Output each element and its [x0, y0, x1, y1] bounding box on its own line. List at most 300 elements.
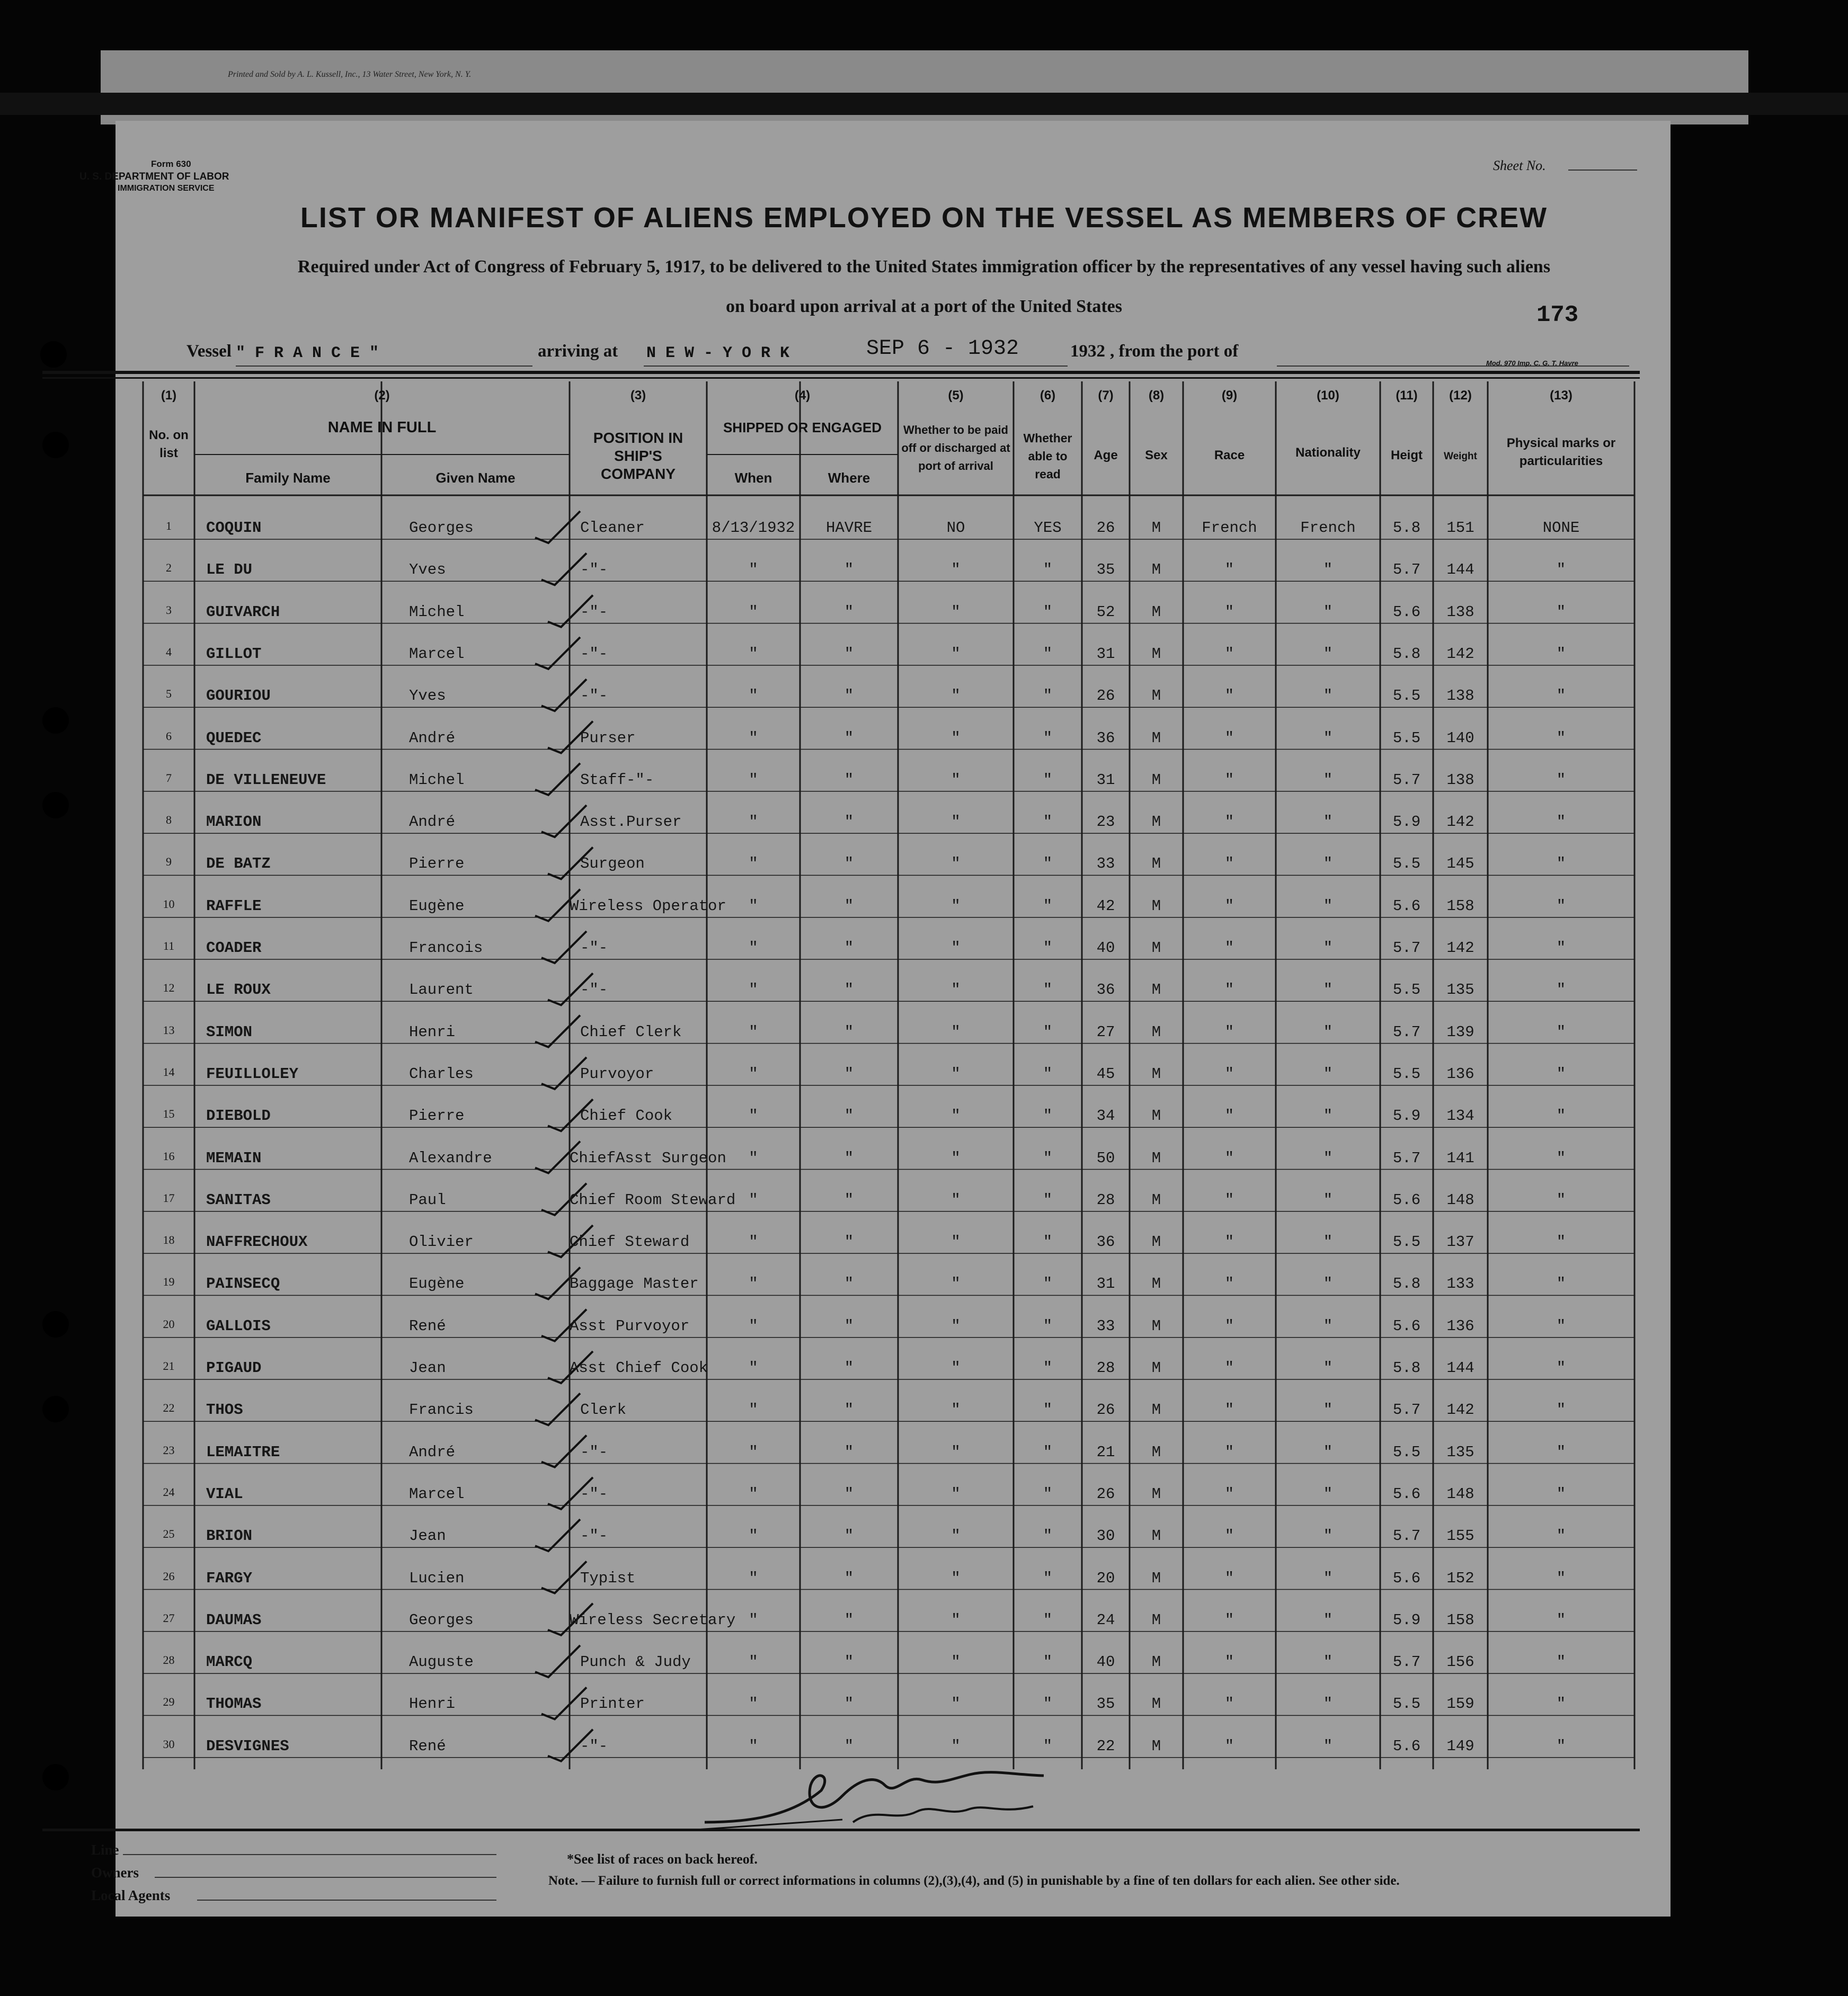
cell-no: 9: [166, 855, 172, 869]
cell-sex: M: [1151, 1275, 1161, 1293]
cell-height: 5.6: [1392, 1317, 1421, 1335]
cell-no: 13: [163, 1023, 175, 1037]
page-number: 173: [1536, 302, 1579, 328]
cell-marks: ": [1556, 1107, 1566, 1125]
cell-nat: ": [1323, 981, 1333, 999]
cell-sex: M: [1151, 1107, 1161, 1125]
cell-race: ": [1224, 1233, 1234, 1251]
cell-read: ": [1043, 1695, 1053, 1713]
cell-race: ": [1224, 1191, 1234, 1209]
cell-where: ": [844, 981, 854, 999]
cell-read: ": [1043, 897, 1053, 915]
cell-given: Laurent: [409, 981, 474, 999]
cell-family: DE VILLENEUVE: [206, 771, 326, 789]
col-12-number: (12): [1449, 388, 1472, 403]
col-3-number: (3): [630, 388, 646, 403]
cell-when: ": [749, 1317, 758, 1335]
cell-sex: M: [1151, 1149, 1161, 1167]
cell-family: THOMAS: [206, 1695, 262, 1713]
cell-nat: ": [1323, 1149, 1333, 1167]
cell-age: 27: [1096, 1023, 1115, 1041]
cell-paid: ": [951, 771, 961, 789]
cell-nat: ": [1323, 561, 1333, 579]
cell-sex: M: [1151, 1023, 1161, 1041]
cell-marks: ": [1556, 1443, 1566, 1461]
cell-read: ": [1043, 729, 1053, 747]
cell-family: DESVIGNES: [206, 1737, 289, 1755]
cell-where: ": [844, 1359, 854, 1377]
cell-nat: ": [1323, 1737, 1333, 1755]
cell-nat: ": [1323, 1443, 1333, 1461]
cell-given: Olivier: [409, 1233, 474, 1251]
cell-given: Jean: [409, 1527, 446, 1545]
cell-paid: ": [951, 981, 961, 999]
cell-when: ": [749, 1485, 758, 1503]
cell-age: 50: [1096, 1149, 1115, 1167]
owners-field: [155, 1877, 496, 1878]
cell-given: Jean: [409, 1359, 446, 1377]
inspector-signature: [683, 1743, 1065, 1838]
cell-position: Purvoyor: [580, 1065, 654, 1083]
cell-read: ": [1043, 1611, 1053, 1629]
cell-position: Punch & Judy: [580, 1653, 691, 1671]
form-subtitle-2: on board upon arrival at a port of the United States: [725, 297, 1123, 316]
cell-race: ": [1224, 771, 1234, 789]
cell-weight: 155: [1446, 1527, 1474, 1545]
cell-height: 5.5: [1392, 1065, 1421, 1083]
cell-family: FARGY: [206, 1569, 253, 1587]
cell-sex: M: [1151, 1317, 1161, 1335]
cell-height: 5.9: [1392, 1611, 1421, 1629]
cell-sex: M: [1151, 981, 1161, 999]
col-7-number: (7): [1098, 388, 1114, 403]
cell-weight: 159: [1446, 1695, 1474, 1713]
cell-when: ": [749, 1443, 758, 1461]
cell-read: ": [1043, 771, 1053, 789]
cell-position: -"-: [580, 687, 608, 705]
cell-height: 5.6: [1392, 1191, 1421, 1209]
cell-height: 5.8: [1392, 1275, 1421, 1293]
cell-sex: M: [1151, 771, 1161, 789]
cell-marks: ": [1556, 1065, 1566, 1083]
arriving-label: arriving at: [538, 342, 618, 361]
cell-no: 11: [163, 939, 175, 952]
cell-position: Staff-"-: [580, 771, 654, 789]
cell-position: -"-: [580, 1443, 608, 1461]
cell-no: 30: [163, 1737, 175, 1751]
cell-paid: ": [951, 1611, 961, 1629]
cell-when: ": [749, 1569, 758, 1587]
col-8-number: (8): [1148, 388, 1165, 403]
cell-where: ": [844, 1653, 854, 1671]
cell-position: Asst Purvoyor: [570, 1317, 690, 1335]
cell-no: 10: [163, 897, 175, 911]
cell-given: René: [409, 1737, 446, 1755]
cell-family: BRION: [206, 1527, 253, 1545]
cell-marks: ": [1556, 603, 1566, 621]
cell-paid: NO: [946, 519, 965, 537]
cell-when: ": [749, 687, 758, 705]
cell-when: ": [749, 1107, 758, 1125]
cell-position: -"-: [580, 603, 608, 621]
cell-where: ": [844, 1191, 854, 1209]
cell-no: 3: [166, 603, 172, 617]
cell-no: 12: [163, 981, 175, 995]
cell-paid: ": [951, 939, 961, 957]
cell-height: 5.5: [1392, 1443, 1421, 1461]
cell-family: PAINSECQ: [206, 1275, 280, 1293]
form-title: LIST OR MANIFEST OF ALIENS EMPLOYED ON THE VESSEL AS MEMBERS OF CREW: [300, 202, 1548, 234]
cell-age: 31: [1096, 645, 1115, 663]
cell-nat: ": [1323, 1107, 1333, 1125]
cell-weight: 138: [1446, 603, 1474, 621]
cell-sex: M: [1151, 729, 1161, 747]
cell-paid: ": [951, 1023, 961, 1041]
cell-family: VIAL: [206, 1485, 243, 1503]
cell-when: ": [749, 729, 758, 747]
cell-read: ": [1043, 813, 1053, 831]
cell-sex: M: [1151, 1569, 1161, 1587]
cell-read: ": [1043, 1065, 1053, 1083]
cell-position: Printer: [580, 1695, 645, 1713]
arrival-year: 1932: [1070, 342, 1105, 361]
cell-marks: ": [1556, 687, 1566, 705]
cell-no: 25: [163, 1527, 175, 1541]
cell-family: LE ROUX: [206, 981, 271, 999]
cell-read: ": [1043, 561, 1053, 579]
cell-read: ": [1043, 855, 1053, 873]
cell-paid: ": [951, 1401, 961, 1419]
cell-nat: ": [1323, 1527, 1333, 1545]
cell-no: 14: [163, 1065, 175, 1079]
cell-paid: ": [951, 1653, 961, 1671]
cell-position: Chief Room Steward: [570, 1191, 736, 1209]
cell-given: Alexandre: [409, 1149, 492, 1167]
cell-age: 35: [1096, 1695, 1115, 1713]
cell-marks: ": [1556, 1611, 1566, 1629]
cell-position: -"-: [580, 939, 608, 957]
cell-weight: 134: [1446, 1107, 1474, 1125]
cell-paid: ": [951, 561, 961, 579]
cell-sex: M: [1151, 1191, 1161, 1209]
cell-family: LEMAITRE: [206, 1443, 280, 1461]
cell-race: ": [1224, 1695, 1234, 1713]
cell-given: Marcel: [409, 645, 465, 663]
cell-age: 26: [1096, 687, 1115, 705]
cell-sex: M: [1151, 1653, 1161, 1671]
cell-no: 4: [166, 645, 172, 658]
cell-nat: ": [1323, 1191, 1333, 1209]
cell-height: 5.8: [1392, 645, 1421, 663]
cell-marks: ": [1556, 855, 1566, 873]
cell-no: 26: [163, 1569, 175, 1583]
cell-sex: M: [1151, 1233, 1161, 1251]
cell-age: 26: [1096, 1485, 1115, 1503]
cell-family: MARCQ: [206, 1653, 253, 1671]
cell-race: ": [1224, 1737, 1234, 1755]
cell-read: ": [1043, 1023, 1053, 1041]
cell-sex: M: [1151, 1359, 1161, 1377]
cell-marks: ": [1556, 771, 1566, 789]
cell-no: 7: [166, 771, 172, 785]
cell-family: LE DU: [206, 561, 253, 579]
cell-height: 5.7: [1392, 1149, 1421, 1167]
cell-when: ": [749, 1023, 758, 1041]
cell-no: 22: [163, 1401, 175, 1415]
cell-given: Henri: [409, 1023, 456, 1041]
cell-age: 28: [1096, 1359, 1115, 1377]
cell-height: 5.5: [1392, 1695, 1421, 1713]
cell-marks: ": [1556, 897, 1566, 915]
cell-where: ": [844, 897, 854, 915]
cell-given: Pierre: [409, 1107, 465, 1125]
cell-age: 34: [1096, 1107, 1115, 1125]
cell-position: Chief Cook: [580, 1107, 673, 1125]
cell-weight: 142: [1446, 645, 1474, 663]
cell-race: ": [1224, 897, 1234, 915]
cell-when: ": [749, 645, 758, 663]
service-name: IMMIGRATION SERVICE: [118, 184, 215, 193]
cell-where: ": [844, 1023, 854, 1041]
cell-when: ": [749, 1149, 758, 1167]
from-port-label: , from the port of: [1110, 342, 1239, 361]
cell-family: QUEDEC: [206, 729, 262, 747]
cell-height: 5.7: [1392, 1023, 1421, 1041]
cell-when: ": [749, 1233, 758, 1251]
cell-paid: ": [951, 687, 961, 705]
cell-marks: ": [1556, 1149, 1566, 1167]
cell-nat: ": [1323, 855, 1333, 873]
cell-marks: ": [1556, 729, 1566, 747]
cell-given: Georges: [409, 519, 474, 537]
cell-weight: 158: [1446, 1611, 1474, 1629]
cell-where: ": [844, 813, 854, 831]
cell-age: 24: [1096, 1611, 1115, 1629]
cell-read: ": [1043, 603, 1053, 621]
cell-race: ": [1224, 1107, 1234, 1125]
cell-nat: ": [1323, 939, 1333, 957]
cell-read: ": [1043, 939, 1053, 957]
cell-paid: ": [951, 1065, 961, 1083]
cell-weight: 158: [1446, 897, 1474, 915]
races-note: *See list of races on back hereof.: [567, 1851, 758, 1867]
cell-where: ": [844, 855, 854, 873]
cell-family: SANITAS: [206, 1191, 271, 1209]
cell-where: ": [844, 1065, 854, 1083]
cell-family: GOURIOU: [206, 687, 271, 705]
cell-position: -"-: [580, 1737, 608, 1755]
cell-where: ": [844, 1611, 854, 1629]
vessel-name: " F R A N C E ": [236, 344, 379, 362]
cell-position: Cleaner: [580, 519, 645, 537]
cell-sex: M: [1151, 687, 1161, 705]
cell-height: 5.5: [1392, 729, 1421, 747]
cell-sex: M: [1151, 1611, 1161, 1629]
cell-nat: ": [1323, 771, 1333, 789]
cell-read: ": [1043, 1653, 1053, 1671]
cell-sex: M: [1151, 1485, 1161, 1503]
cell-marks: ": [1556, 1695, 1566, 1713]
cell-height: 5.7: [1392, 771, 1421, 789]
cell-race: ": [1224, 645, 1234, 663]
cell-age: 33: [1096, 1317, 1115, 1335]
cell-position: Purser: [580, 729, 636, 747]
cell-where: ": [844, 1443, 854, 1461]
cell-sex: M: [1151, 519, 1161, 537]
col-2-number: (2): [374, 388, 390, 403]
cell-age: 45: [1096, 1065, 1115, 1083]
cell-race: ": [1224, 855, 1234, 873]
col-2-header: NAME IN FULL: [327, 419, 437, 436]
cell-given: André: [409, 1443, 456, 1461]
col-6-header: Whether able to read: [1023, 431, 1072, 481]
cell-family: DAUMAS: [206, 1611, 262, 1629]
cell-age: 33: [1096, 855, 1115, 873]
cell-given: Francis: [409, 1401, 474, 1419]
cell-race: ": [1224, 1275, 1234, 1293]
cell-marks: ": [1556, 981, 1566, 999]
cell-when: ": [749, 1191, 758, 1209]
cell-height: 5.7: [1392, 561, 1421, 579]
cell-position: Asst.Purser: [580, 813, 682, 831]
cell-given: Henri: [409, 1695, 456, 1713]
cell-given: Eugène: [409, 1275, 465, 1293]
cell-height: 5.7: [1392, 1401, 1421, 1419]
cell-nat: ": [1323, 729, 1333, 747]
cell-age: 40: [1096, 939, 1115, 957]
cell-race: ": [1224, 1569, 1234, 1587]
cell-weight: 144: [1446, 1359, 1474, 1377]
cell-family: FEUILLOLEY: [206, 1065, 299, 1083]
cell-nat: ": [1323, 1695, 1333, 1713]
cell-age: 31: [1096, 771, 1115, 789]
cell-height: 5.5: [1392, 1233, 1421, 1251]
cell-position: Baggage Master: [570, 1275, 699, 1293]
cell-height: 5.9: [1392, 1107, 1421, 1125]
cell-weight: 139: [1446, 1023, 1474, 1041]
cell-sex: M: [1151, 855, 1161, 873]
cell-where: ": [844, 729, 854, 747]
form-number: Form 630: [151, 159, 191, 169]
cell-paid: ": [951, 1443, 961, 1461]
cell-no: 2: [166, 561, 172, 575]
cell-race: ": [1224, 1611, 1234, 1629]
cell-race: ": [1224, 687, 1234, 705]
cell-position: ChiefAsst Surgeon: [570, 1149, 726, 1167]
cell-height: 5.7: [1392, 939, 1421, 957]
cell-weight: 151: [1446, 519, 1474, 537]
cell-race: ": [1224, 1149, 1234, 1167]
cell-position: Wireless Operator: [570, 897, 726, 915]
cell-race: ": [1224, 1485, 1234, 1503]
cell-age: 22: [1096, 1737, 1115, 1755]
cell-marks: ": [1556, 1569, 1566, 1587]
cell-family: COQUIN: [206, 519, 262, 537]
cell-position: Typist: [580, 1569, 636, 1587]
col-4-header: SHIPPED OR ENGAGED: [723, 420, 882, 435]
cell-race: ": [1224, 1443, 1234, 1461]
cell-paid: ": [951, 645, 961, 663]
cell-position: Chief Steward: [570, 1233, 690, 1251]
cell-paid: ": [951, 1233, 961, 1251]
cell-height: 5.7: [1392, 1527, 1421, 1545]
form-subtitle-1: Required under Act of Congress of February 5, 1917, to be delivered to the United States immigration officer by the representatives of any vessel having such aliens: [297, 257, 1551, 277]
col-6-number: (6): [1040, 388, 1056, 403]
local-agents-label: Local Agents: [91, 1887, 171, 1903]
cell-where: ": [844, 1317, 854, 1335]
arriving-port: N E W - Y O R K: [646, 344, 790, 362]
cell-weight: 149: [1446, 1737, 1474, 1755]
cell-paid: ": [951, 1107, 961, 1125]
local-agents-field: [197, 1900, 496, 1901]
cell-position: -"-: [580, 1485, 608, 1503]
note-label: Note. —: [548, 1874, 595, 1888]
cell-sex: M: [1151, 939, 1161, 957]
cell-family: GILLOT: [206, 645, 262, 663]
cell-position: Clerk: [580, 1401, 627, 1419]
cell-nat: ": [1323, 897, 1333, 915]
cell-paid: ": [951, 1485, 961, 1503]
cell-marks: ": [1556, 1359, 1566, 1377]
cell-age: 21: [1096, 1443, 1115, 1461]
cell-when: ": [749, 603, 758, 621]
cell-paid: ": [951, 1359, 961, 1377]
cell-when: ": [749, 1737, 758, 1755]
cell-nat: ": [1323, 1317, 1333, 1335]
cell-marks: ": [1556, 1275, 1566, 1293]
cell-paid: ": [951, 729, 961, 747]
cell-where: ": [844, 1527, 854, 1545]
cell-read: ": [1043, 1485, 1053, 1503]
cell-race: ": [1224, 1317, 1234, 1335]
cell-race: ": [1224, 1653, 1234, 1671]
cell-race: ": [1224, 1023, 1234, 1041]
cell-family: RAFFLE: [206, 897, 262, 915]
cell-family: DIEBOLD: [206, 1107, 271, 1125]
cell-paid: ": [951, 1569, 961, 1587]
cell-sex: M: [1151, 1443, 1161, 1461]
cell-given: André: [409, 729, 456, 747]
cell-family: NAFFRECHOUX: [206, 1233, 308, 1251]
cell-marks: NONE: [1542, 519, 1580, 537]
cell-no: 17: [163, 1191, 175, 1205]
cell-family: MEMAIN: [206, 1149, 262, 1167]
cell-read: ": [1043, 981, 1053, 999]
col-2a-header: Family Name: [245, 470, 331, 486]
cell-when: ": [749, 1695, 758, 1713]
cell-weight: 142: [1446, 813, 1474, 831]
cell-position: -"-: [580, 1527, 608, 1545]
col-1-header: No. on list: [149, 428, 189, 460]
cell-age: 52: [1096, 603, 1115, 621]
cell-position: Wireless Secretary: [570, 1611, 736, 1629]
cell-marks: ": [1556, 1527, 1566, 1545]
cell-nat: ": [1323, 1233, 1333, 1251]
col-11-header: Heigt: [1391, 448, 1423, 462]
cell-race: ": [1224, 1527, 1234, 1545]
cell-age: 26: [1096, 519, 1115, 537]
cell-paid: ": [951, 1737, 961, 1755]
cell-given: Charles: [409, 1065, 474, 1083]
department-name: U. S. DEPARTMENT OF LABOR: [79, 171, 229, 182]
cell-read: ": [1043, 1191, 1053, 1209]
cell-marks: ": [1556, 1317, 1566, 1335]
cell-age: 26: [1096, 1401, 1115, 1419]
cell-paid: ": [951, 1527, 961, 1545]
cell-sex: M: [1151, 561, 1161, 579]
cell-family: GALLOIS: [206, 1317, 271, 1335]
cell-no: 24: [163, 1485, 175, 1499]
